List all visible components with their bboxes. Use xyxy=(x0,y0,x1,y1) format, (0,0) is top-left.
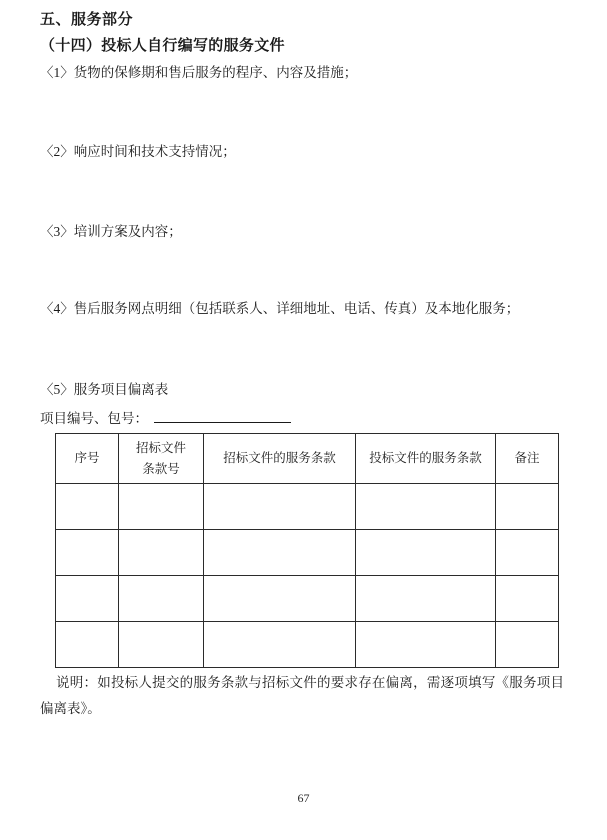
cell-clause-no[interactable] xyxy=(119,576,204,622)
table-header-seq: 序号 xyxy=(56,434,119,484)
table-note: 说明：如投标人提交的服务条款与招标文件的要求存在偏离，需逐项填写《服务项目偏离表》。 xyxy=(40,675,564,716)
cell-tender-clause[interactable] xyxy=(204,484,356,530)
subsection-heading: （十四）投标人自行编写的服务文件 xyxy=(40,38,285,54)
table-header-bid-clause: 投标文件的服务条款 xyxy=(356,434,496,484)
cell-clause-no[interactable] xyxy=(119,622,204,668)
cell-tender-clause[interactable] xyxy=(204,576,356,622)
table-header-tender-clause: 招标文件的服务条款 xyxy=(204,434,356,484)
table-row xyxy=(56,484,559,530)
project-number-line xyxy=(40,408,291,429)
service-item-3: 〈3〉培训方案及内容； xyxy=(40,224,182,239)
page-number: 67 xyxy=(297,791,310,805)
cell-bid-clause[interactable] xyxy=(356,484,496,530)
service-item-2: 〈2〉响应时间和技术支持情况； xyxy=(40,144,236,159)
table-row xyxy=(56,530,559,576)
cell-remark[interactable] xyxy=(496,622,559,668)
cell-tender-clause[interactable] xyxy=(204,622,356,668)
service-item-1: 〈1〉货物的保修期和售后服务的程序、内容及措施； xyxy=(40,65,358,80)
cell-seq[interactable] xyxy=(56,484,119,530)
project-number-label: 项目编号、包号： xyxy=(40,411,148,426)
cell-remark[interactable] xyxy=(496,530,559,576)
table-header-clause-no-line2: 条款号 xyxy=(142,461,180,476)
cell-bid-clause[interactable] xyxy=(356,576,496,622)
project-number-blank[interactable] xyxy=(154,408,291,423)
table-row xyxy=(56,622,559,668)
cell-remark[interactable] xyxy=(496,576,559,622)
table-header-clause-no-line1: 招标文件 xyxy=(135,440,186,455)
service-deviation-table xyxy=(55,433,559,668)
cell-tender-clause[interactable] xyxy=(204,530,356,576)
service-item-4: 〈4〉售后服务网点明细（包括联系人、详细地址、电话、传真）及本地化服务； xyxy=(40,301,520,316)
table-row xyxy=(56,576,559,622)
service-item-5: 〈5〉服务项目偏离表 xyxy=(40,382,169,397)
cell-seq[interactable] xyxy=(56,622,119,668)
cell-seq[interactable] xyxy=(56,576,119,622)
table-header-clause-no xyxy=(119,434,204,484)
cell-clause-no[interactable] xyxy=(119,530,204,576)
table-header-remark: 备注 xyxy=(496,434,559,484)
cell-seq[interactable] xyxy=(56,530,119,576)
cell-remark[interactable] xyxy=(496,484,559,530)
cell-bid-clause[interactable] xyxy=(356,530,496,576)
cell-bid-clause[interactable] xyxy=(356,622,496,668)
cell-clause-no[interactable] xyxy=(119,484,204,530)
section-heading: 五、服务部分 xyxy=(40,12,134,28)
table-header-row xyxy=(56,434,559,484)
